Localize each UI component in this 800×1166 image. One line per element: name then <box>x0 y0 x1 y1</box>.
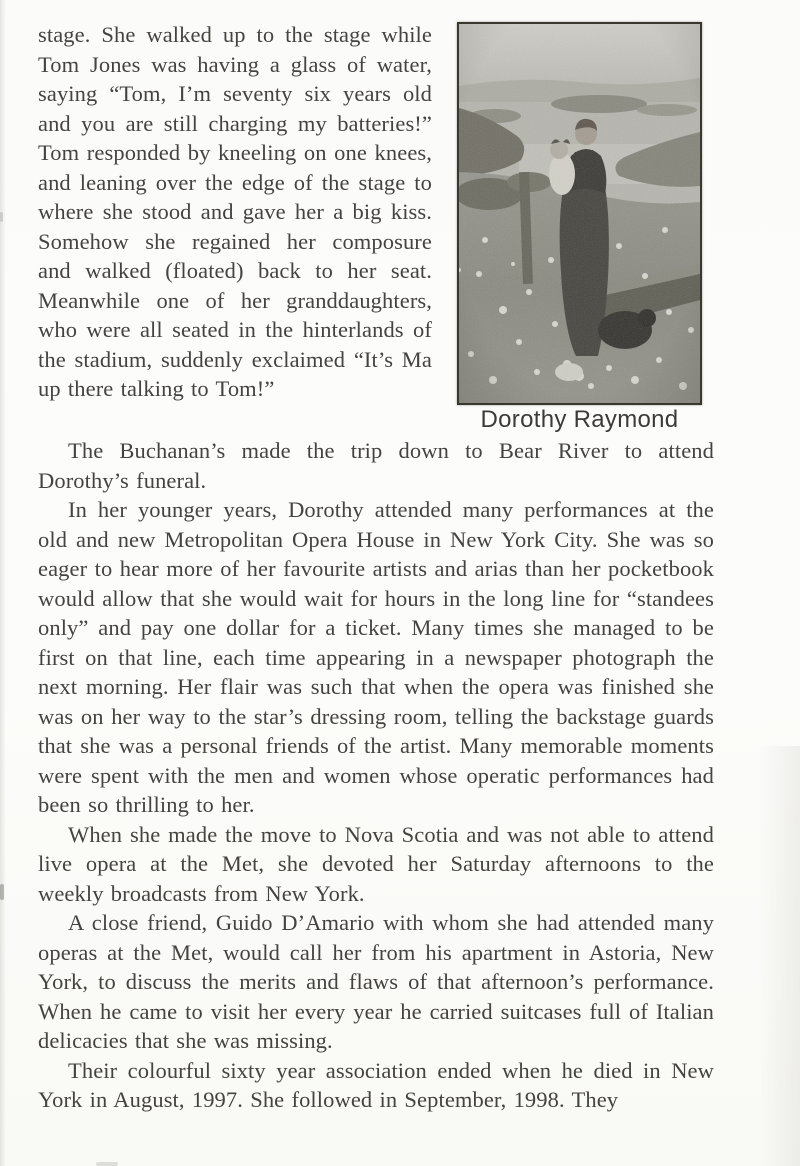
body-paragraph: Their colourful sixty year association ended when he died in New York in August, 1997. She followed in September, 1998. They <box>38 1057 714 1112</box>
photo-figure <box>432 20 714 436</box>
dorothy-photo-image <box>459 24 700 403</box>
photo-caption: Dorothy Raymond <box>480 406 679 433</box>
body-paragraph: When she made the move to Nova Scotia and was not able to attend live opera at the Met, she devoted her Saturday afternoons to the weekly broadcasts from New York. <box>38 821 714 906</box>
body-paragraph: stage. She walked up to the stage while Tom Jones was having a glass of water, saying “Tom, I’m seventy six years old and you are still charging my batteries!” Tom responded by kneeling on one knees, and leaning over the edge of the stage to where she stood and gave her a big kiss. Somehow she regained her composure and walked (floated) back to her seat. Meanwhile one of her granddaughters, who were all seated in the hinterlands of the stadium, suddenly exclaimed “It’s Ma up there talking to Tom!” <box>38 22 432 401</box>
body-paragraph: In her younger years, Dorothy attended many performances at the old and new Metropolitan Opera House in New York City. She was so eager to hear more of her favourite artists and arias than her pocketbook would allow that she would wait for hours in the long line for “standees only” and pay one dollar for a ticket. Many times she managed to be first on that line, each time appearing in a newspaper photograph the next morning. Her flair was such that when the opera was finished she was on her way to the star’s dressing room, telling the backstage guards that she was a personal friends of the artist. Many memorable moments were spent with the men and women whose operatic performances had been so thrilling to her. <box>38 497 714 817</box>
scan-artifact <box>0 884 4 900</box>
body-paragraph: A close friend, Guido D’Amario with whom she had attended many operas at the Met, would call her from his apartment in Astoria, New York, to discuss the merits and flaws of that afternoon’s performance. When he came to visit her every year he carried suitcases full of Italian delicacies that she was missing. <box>38 910 714 1053</box>
text-block <box>38 20 714 1115</box>
scan-gutter-shadow <box>0 0 6 1166</box>
photo-frame <box>457 22 702 405</box>
scan-edge-shading <box>760 746 800 1166</box>
body-paragraph: The Buchanan’s made the trip down to Bear River to attend Dorothy’s funeral. <box>38 438 714 493</box>
scan-artifact <box>0 212 3 222</box>
scan-artifact <box>96 1162 118 1166</box>
